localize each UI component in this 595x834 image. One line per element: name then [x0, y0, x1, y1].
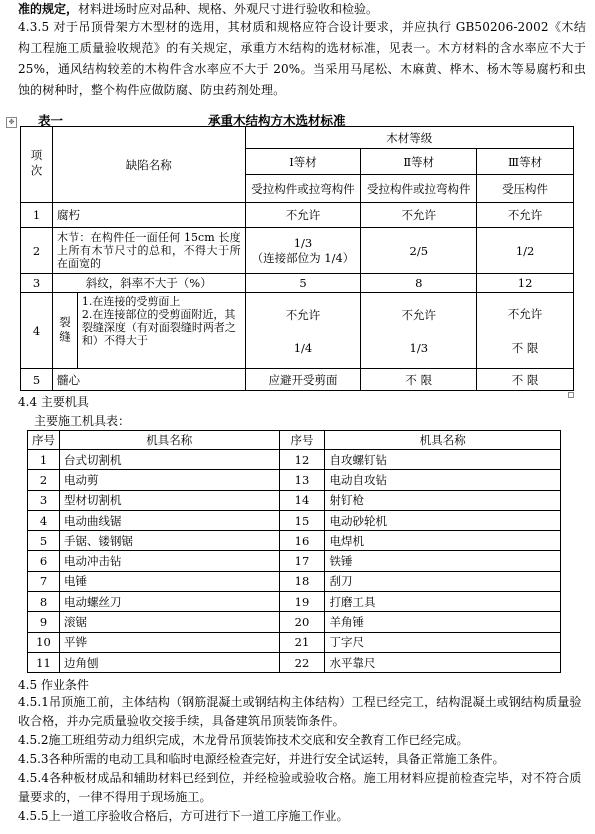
section-4-4-subtitle: 主要施工机具表：	[34, 414, 131, 428]
tool-name: 自攻螺钉钻	[325, 450, 561, 470]
tool-name: 台式切割机	[59, 450, 279, 470]
table-row	[28, 531, 561, 551]
table-row	[28, 571, 561, 591]
row-name: 斜纹，斜率不大于（%）	[52, 274, 245, 293]
para-4-5-1: 4.5.1吊顶施工前，主体结构（钢筋混凝土或钢结构主体结构）工程已经完工，结构混凝土或钢结构质量验收合格，并办完质量验收交接手续，具备建筑吊顶装饰条件。	[18, 695, 582, 728]
tool-no: 9	[28, 612, 60, 632]
tool-no: 17	[279, 551, 325, 571]
row-g1-b: 1/4	[293, 340, 313, 355]
row-no: 4	[21, 293, 53, 369]
th-g2: Ⅱ等材	[361, 149, 477, 175]
table-row	[21, 369, 574, 391]
intro-rest: 材料进场时应对品种、规格、外观尺寸进行验收和检验。	[78, 2, 379, 16]
tool-name: 电动砂轮机	[325, 510, 561, 530]
table1-caption-label: 表一	[38, 113, 64, 128]
tool-name: 电动曲线锯	[59, 510, 279, 530]
table1	[20, 126, 574, 391]
tool-no: 6	[28, 551, 60, 571]
tools-table	[27, 430, 561, 673]
row-g2: 不允许	[361, 203, 477, 228]
row-name: 腐朽	[52, 203, 245, 228]
table-row	[28, 510, 561, 530]
tool-name: 打磨工具	[325, 592, 561, 612]
row-g1: 不允许	[245, 203, 361, 228]
row-g3: 1/2	[477, 228, 574, 274]
row-g2-a: 不允许	[401, 307, 436, 322]
tool-no: 14	[279, 490, 325, 510]
table-move-handle-icon[interactable]: ✥	[6, 117, 17, 128]
tool-name: 电动剪	[59, 470, 279, 490]
row-subitems	[77, 293, 245, 369]
tool-no: 12	[279, 450, 325, 470]
para-4-5-4: 4.5.4各种板材成品和辅助材料已经到位，并经检验或验收合格。施工用材料应提前检查完毕，对不符合质量要求的，一律不得用于现场施工。	[18, 771, 582, 804]
row-no: 3	[21, 274, 53, 293]
th-g3-use: 受压构件	[477, 175, 574, 203]
th-g1: Ⅰ等材	[245, 149, 361, 175]
tool-no: 8	[28, 592, 60, 612]
tool-no: 19	[279, 592, 325, 612]
row-g1: 应避开受剪面	[245, 369, 361, 391]
row-name: 裂缝	[52, 293, 77, 369]
tool-name: 电焊机	[325, 531, 561, 551]
th-item-no: 项次	[21, 127, 53, 203]
table-row	[28, 470, 561, 490]
tool-name: 水平靠尺	[325, 652, 561, 672]
row-g1: 5	[245, 274, 361, 293]
tool-no: 20	[279, 612, 325, 632]
para-4-5-2: 4.5.2施工班组劳动力组织完成，木龙骨吊顶装饰技术交底和安全教育工作已经完成。	[18, 733, 469, 747]
tool-no: 13	[279, 470, 325, 490]
tool-no: 10	[28, 632, 60, 652]
tool-name: 射钉枪	[325, 490, 561, 510]
tool-name: 滚锯	[59, 612, 279, 632]
table-row	[28, 652, 561, 672]
th-g2-use: 受拉构件或拉弯构件	[361, 175, 477, 203]
table-row	[28, 612, 561, 632]
tool-name: 边角刨	[59, 652, 279, 672]
tool-name: 刮刀	[325, 571, 561, 591]
tool-name: 电动冲击钻	[59, 551, 279, 571]
row-g2: 不 限	[361, 369, 477, 391]
row-g2-b: 1/3	[409, 340, 429, 355]
row-g1-value: 1/3	[293, 235, 313, 250]
row-name: 髓心	[52, 369, 245, 391]
row-no: 2	[21, 228, 53, 274]
th-g3: Ⅲ等材	[477, 149, 574, 175]
row-sub1: 1.在连接的受剪面上	[81, 295, 181, 308]
row-g3-b: 不 限	[511, 340, 539, 355]
tool-no: 18	[279, 571, 325, 591]
table-row	[21, 293, 574, 369]
tool-no: 22	[279, 652, 325, 672]
intro-bold: 准的规定，	[18, 2, 79, 16]
row-g1	[245, 228, 361, 274]
row-g3: 不允许	[477, 203, 574, 228]
row-g2	[361, 293, 477, 369]
th-no-right: 序号	[279, 431, 325, 450]
tool-name: 型材切割机	[59, 490, 279, 510]
row-g2: 2/5	[361, 228, 477, 274]
tool-no: 1	[28, 450, 60, 470]
table1-caption-title: 承重木结构方木选材标准	[208, 113, 346, 128]
row-g2: 8	[361, 274, 477, 293]
table-row	[28, 490, 561, 510]
table-row	[21, 274, 574, 293]
th-name-right: 机具名称	[325, 431, 561, 450]
tool-no: 21	[279, 632, 325, 652]
para-4-5-3: 4.5.3各种所需的电动工具和临时电源经检查完好，并进行安全试运转，具备正常施工条件。	[18, 752, 505, 766]
tool-no: 16	[279, 531, 325, 551]
table-resize-handle-icon[interactable]	[568, 392, 574, 398]
tool-name: 电动螺丝刀	[59, 592, 279, 612]
table-row	[28, 551, 561, 571]
th-defect: 缺陷名称	[52, 127, 245, 203]
row-no: 5	[21, 369, 53, 391]
table-row	[21, 203, 574, 228]
row-g1-a: 不允许	[285, 307, 321, 322]
tool-name: 电锤	[59, 571, 279, 591]
tool-name: 丁字尺	[325, 632, 561, 652]
tool-name: 手锯、镂钢锯	[59, 531, 279, 551]
tool-no: 3	[28, 490, 60, 510]
row-g3	[477, 293, 574, 369]
th-no-left: 序号	[28, 431, 60, 450]
row-g3: 不 限	[477, 369, 574, 391]
tool-no: 5	[28, 531, 60, 551]
tool-no: 4	[28, 510, 60, 530]
tool-no: 7	[28, 571, 60, 591]
th-name-left: 机具名称	[59, 431, 279, 450]
intro-line	[18, 0, 378, 17]
row-no: 1	[21, 203, 53, 228]
row-g3-a: 不允许	[507, 306, 543, 321]
th-grade: 木材等级	[245, 127, 573, 149]
tool-no: 2	[28, 470, 60, 490]
th-g1-use: 受拉构件或拉弯构件	[245, 175, 361, 203]
row-g1-note: （连接部位为 1/4）	[251, 250, 355, 265]
tool-name: 羊角锤	[325, 612, 561, 632]
section-4-4-title: 4.4 主要机具	[18, 395, 89, 409]
table-row	[28, 450, 561, 470]
tool-name: 平铧	[59, 632, 279, 652]
table-row	[28, 592, 561, 612]
row-name: 木节：在构件任一面任何 15cm 长度上所有木节尺寸的总和，不得大于所在面宽的	[52, 228, 245, 274]
row-g1	[245, 293, 361, 369]
section-4-5-title: 4.5 作业条件	[18, 678, 89, 692]
row-sub2: 2.在连接部位的受剪面附近，其裂缝深度（有对面裂缝时两者之和）不得大于	[81, 308, 236, 347]
table-row	[21, 228, 574, 274]
tool-name: 铁锤	[325, 551, 561, 571]
table-row	[28, 632, 561, 652]
para-4-5-5: 4.5.5上一道工序验收合格后，方可进行下一道工序施工作业。	[18, 809, 349, 823]
tool-name: 电动自攻钻	[325, 470, 561, 490]
tool-no: 15	[279, 510, 325, 530]
row-g3: 12	[477, 274, 574, 293]
tool-no: 11	[28, 652, 60, 672]
para-4-3-5: 4.3.5 对于吊顶骨架方木型材的选用，其材质和规格应符合设计要求，并应执行 GB50206-2002《木结构工程施工质量验收规范》的有关规定，承重方木结构的选材标准，见表一。木方材料的含水率应不大于 25%，通风结构较差的木构件含水率应不大于 20%。当采用马尾松、木麻黄、桦木、杨木等易腐朽和虫蚀的树种时，整个构件应做防腐、防虫药剂处理。	[18, 20, 586, 97]
